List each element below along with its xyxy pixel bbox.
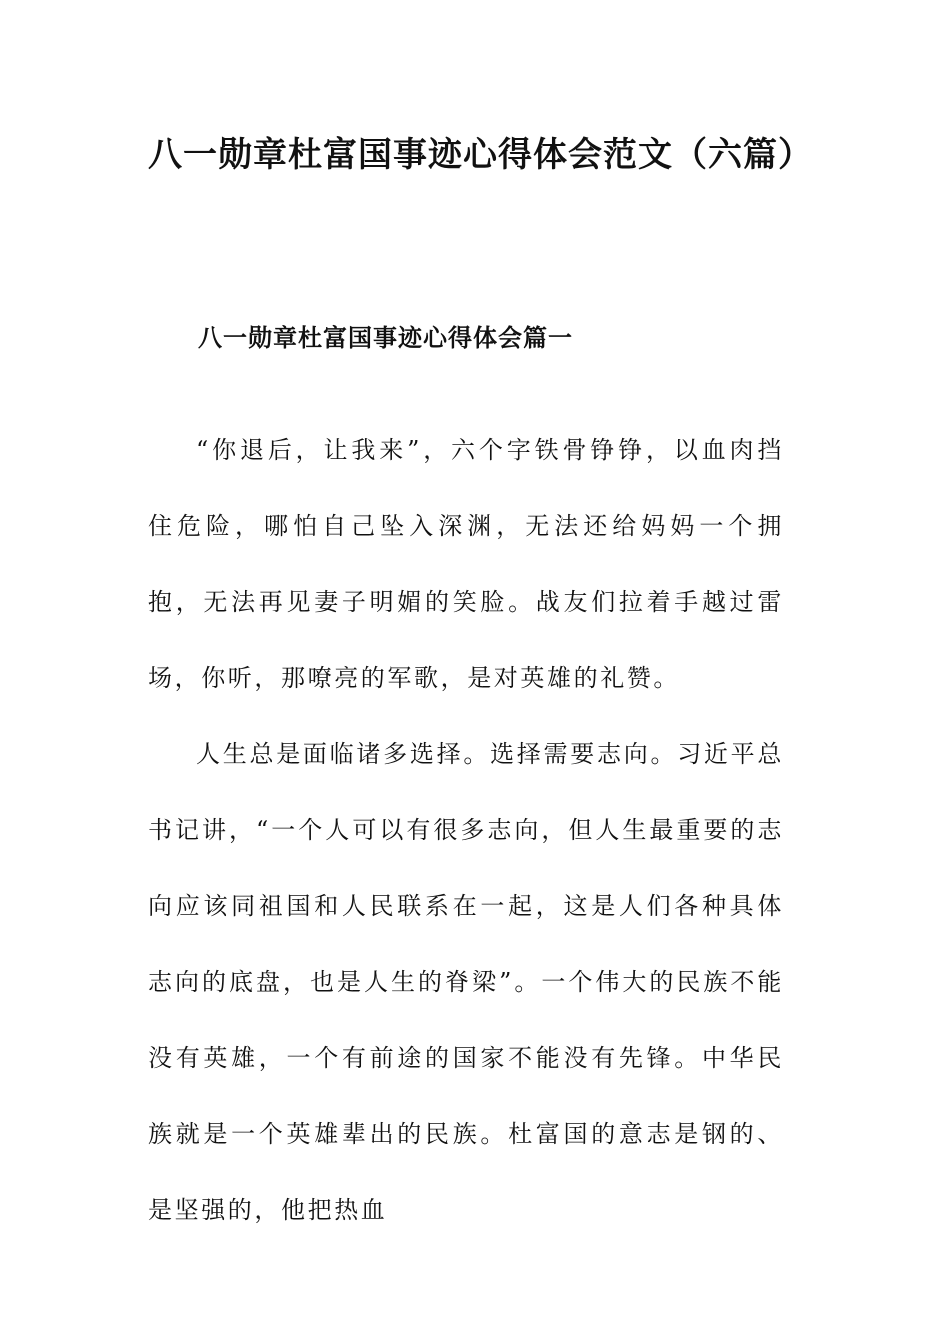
document-body [148,412,784,1248]
document-title: 八一勋章杜富国事迹心得体会范文（六篇） [148,135,813,175]
body-paragraph: “你退后，让我来”，六个字铁骨铮铮，以血肉挡住危险，哪怕自己坠入深渊，无法还给妈妈一个拥抱，无法再见妻子明媚的笑脸。战友们拉着手越过雷场，你听，那嘹亮的军歌，是对英雄的礼赞。 [148,436,784,692]
section-heading: 八一勋章杜富国事迹心得体会篇一 [198,324,573,352]
body-paragraph: 人生总是面临诸多选择。选择需要志向。习近平总书记讲，“一个人可以有很多志向，但人生最重要的志向应该同祖国和人民联系在一起，这是人们各种具体志向的底盘，也是人生的脊梁”。一个伟大的民族不能没有英雄，一个有前途的国家不能没有先锋。中华民族就是一个英雄辈出的民族。杜富国的意志是钢的、是坚强的，他把热血 [148,740,784,1224]
